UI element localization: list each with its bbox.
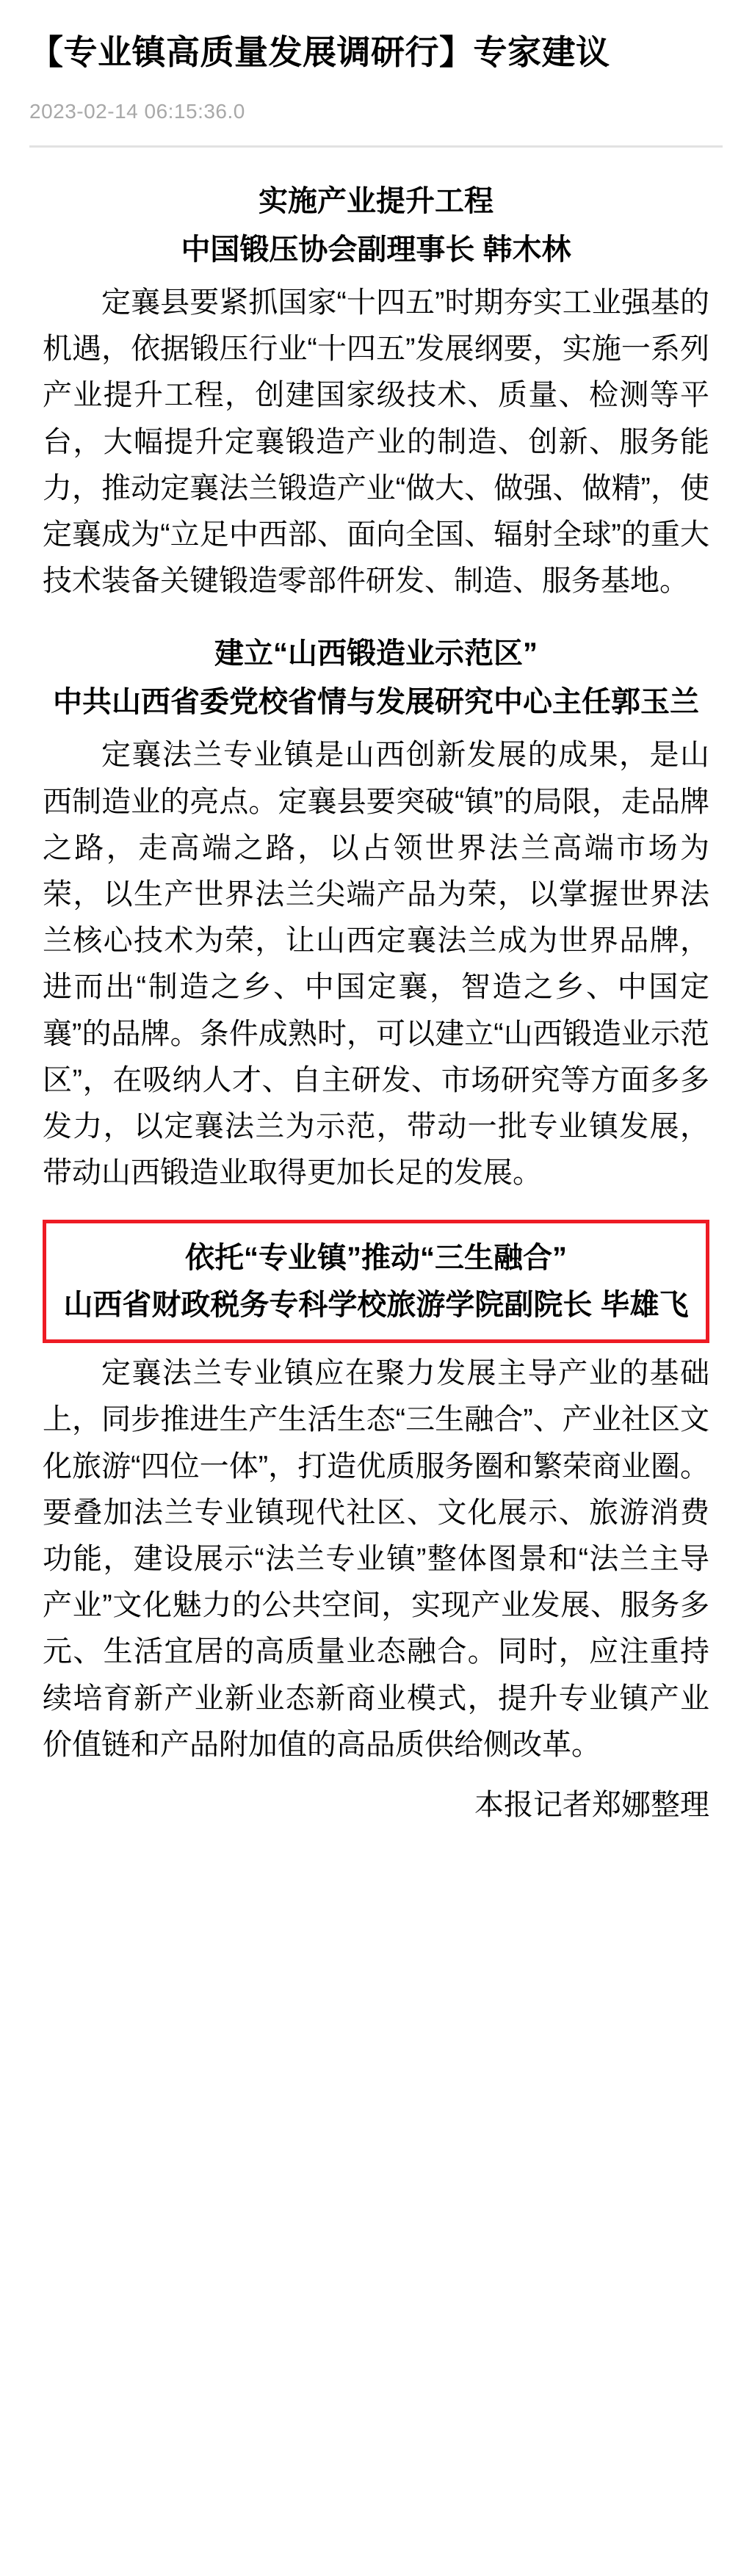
article-section-2 [43,631,709,1196]
section-subtitle: 中共山西省委党校省情与发展研究中心主任郭玉兰 [53,686,699,719]
section-subtitle: 中国锻压协会副理事长 韩木林 [181,234,571,267]
article-section-1 [43,178,709,604]
section-paragraph: 定襄县要紧抓国家“十四五”时期夯实工业强基的机遇，依据锻压行业“十四五”发展纲要，实施一系列产业提升工程，创建国家级技术、质量、检测等平台，大幅提升定襄锻造产业的制造、创新、服务能力，推动定襄法兰锻造产业“做大、做强、做精”，使定襄成为“立足中西部、面向全国、辐射全球”的重大技术装备关键锻造零部件研发、制造、服务基地。 [43,286,709,598]
page-title: 【专业镇高质量发展调研行】专家建议 [29,33,610,71]
section-title: 建立“山西锻造业示范区” [214,637,538,670]
article-body [29,178,723,1823]
article-byline: 本报记者郑娜整理 [474,1788,709,1821]
highlight-box [43,1220,709,1343]
publish-timestamp: 2023-02-14 06:15:36.0 [29,100,245,123]
section-paragraph: 定襄法兰专业镇应在聚力发展主导产业的基础上，同步推进生产生活生态“三生融合”、产业社区文化旅游“四位一体”，打造优质服务圈和繁荣商业圈。要叠加法兰专业镇现代社区、文化展示、旅游消费功能，建设展示“法兰专业镇”整体图景和“法兰主导产业”文化魅力的公共空间，实现产业发展、服务多元、生活宜居的高质量业态融合。同时，应注重持续培育新产业新业态新商业模式，提升专业镇产业价值链和产品附加值的高品质供给侧改革。 [43,1357,709,1761]
section-subtitle: 山西省财政税务专科学校旅游学院副院长 毕雄飞 [63,1289,689,1322]
section-paragraph: 定襄法兰专业镇是山西创新发展的成果，是山西制造业的亮点。定襄县要突破“镇”的局限，走品牌之路，走高端之路，以占领世界法兰高端市场为荣，以生产世界法兰尖端产品为荣，以掌握世界法兰核心技术为荣，让山西定襄法兰成为世界品牌，进而出“制造之乡、中国定襄，智造之乡、中国定襄”的品牌。条件成熟时，可以建立“山西锻造业示范区”，在吸纳人才、自主研发、市场研究等方面多多发力，以定襄法兰为示范，带动一批专业镇发展，带动山西锻造业取得更加长足的发展。 [43,739,709,1190]
section-title: 实施产业提升工程 [258,185,494,218]
section-title: 依托“专业镇”推动“三生融合” [185,1242,567,1275]
bottom-spacer [29,1867,723,1897]
header-divider [29,145,723,148]
article-section-3 [43,1220,709,1768]
